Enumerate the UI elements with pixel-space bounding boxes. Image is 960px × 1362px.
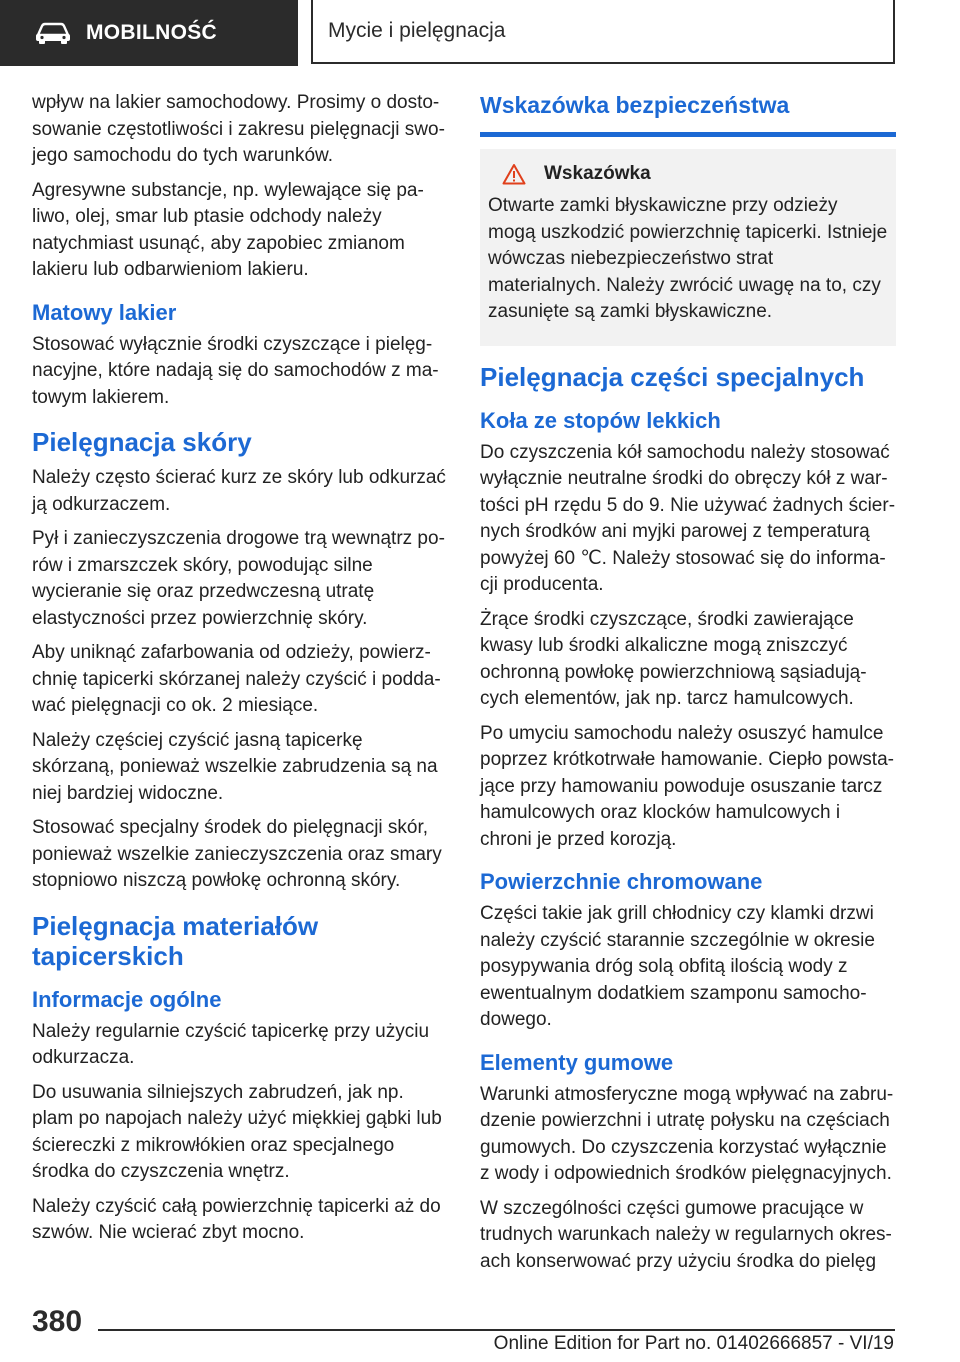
paragraph: Stosować wyłącznie środki czyszczące i pielęgnacyjne, które nadają się do samochodów z matowym lakierem. — [32, 333, 439, 408]
heading-alloy-wheels: Koła ze stopów lekkich — [480, 407, 721, 433]
page-footer — [0, 1295, 960, 1362]
note-label: Wskazówka — [544, 163, 651, 184]
edition-note: Online Edition for Part no. 01402666857 - VI/19 — [493, 1333, 894, 1354]
right-column — [480, 90, 896, 1283]
heading-special-parts: Pielęgnacja części specjalnych — [480, 361, 865, 392]
section-tab-label: MOBILNOŚĆ — [86, 21, 218, 44]
section-tab — [0, 0, 298, 66]
car-icon — [34, 21, 72, 45]
heading-chrome-surfaces: Powierzchnie chromowane — [480, 869, 763, 894]
page-header — [0, 0, 960, 70]
paragraph: Pył i zanieczyszczenia drogowe trą wewnątrz porów i zmarszczek skóry, powodując silne wycieranie się oraz przedwczesną utratę elastyczności przez powierzchnię skóry. — [32, 528, 445, 629]
left-column — [32, 90, 448, 1255]
paragraph: Po umyciu samochodu należy osuszyć hamulce poprzez krótkotrwałe hamowanie. Ciepło powstające przy hamowaniu powoduje osuszanie tarcz hamulcowych oraz klocków hamulcowych i chroni je przed korozją. — [480, 722, 894, 850]
paragraph: Warunki atmosferyczne mogą wpływać na zabrudzenie powierzchni i utratę połysku na częściach gumowych. Do czyszczenia korzystać wyłącznie z wody i odpowiednich środków pielęgnacyjnych. — [480, 1083, 894, 1184]
paragraph: Części takie jak grill chłodnicy czy klamki drzwi należy czyścić starannie szczególnie w okresie posypywania dróg solą obfitą ilością wody z ewentualnym dodatkiem szamponu samochodowego. — [480, 903, 875, 1030]
paragraph: Stosować specjalny środek do pielęgnacji skór, ponieważ wszelkie zanieczyszczenia oraz smary stopniowo niszczą powłokę ochronną skóry. — [32, 817, 442, 891]
paragraph: Należy często ścierać kurz ze skóry lub odkurzać ją odkurzaczem. — [32, 467, 446, 515]
heading-general-info: Informacje ogólne — [32, 986, 222, 1012]
paragraph: W szczególności części gumowe pracujące w trudnych warunkach należy w regularnych okresach konserwować przy użyciu środka do pielęg — [480, 1197, 892, 1272]
paragraph: Żrące środki czyszczące, środki zawierające kwasy lub środki alkaliczne mogą zniszczyć ochronną powłokę powierzchniową sąsiadujących elementów, jak np. tarcz hamulcowych. — [480, 608, 867, 709]
paragraph: Należy regularnie czyścić tapicerkę przy użyciu odkurzacza. — [32, 1020, 430, 1068]
heading-matte-paint: Matowy lakier — [32, 299, 177, 325]
heading-leather-care: Pielęgnacja skóry — [32, 427, 252, 457]
safety-note-title: Wskazówka bezpieczeństwa — [480, 90, 896, 137]
note-header — [488, 163, 888, 185]
warning-triangle-icon — [502, 163, 526, 185]
paragraph: Agresywne substancje, np. wylewające się paliwo, olej, smar lub ptasie odchody należy natychmiast usunąć, aby zapobiec zmianom lakieru lub odbarwieniom lakieru. — [32, 179, 424, 280]
paragraph: Należy czyścić całą powierzchnię tapicerki aż do szwów. Nie wcierać zbyt mocno. — [32, 1195, 441, 1243]
paragraph: Należy częściej czyścić jasną tapicerkę skórzaną, ponieważ wszelkie zabrudzenia są na niej bardziej widoczne. — [32, 729, 438, 804]
heading-upholstery-care: Pielęgnacja materiałów tapicerskich — [32, 910, 319, 971]
page-number: 380 — [32, 1305, 83, 1338]
note-text: Otwarte zamki błyskawiczne przy odzieży mogą uszkodzić powierzchnię tapicerki. Istnieje wówczas niebezpieczeństwo strat materialnych. Należy zwrócić uwagę na to, czy zasunięte są zamki błyskawiczne. — [488, 195, 888, 322]
footer-divider — [98, 1329, 895, 1331]
safety-note-box — [480, 149, 896, 346]
page-tab — [311, 0, 895, 64]
heading-rubber-parts: Elementy gumowe — [480, 1049, 674, 1075]
paragraph: Do czyszczenia kół samochodu należy stosować wyłącznie neutralne środki do obręczy kół z wartości pH rzędu 5 do 9. Nie używać żadnych ściernych środków ani myjki parowej z temperaturą powyżej 60 ℃. Należy stosować się do informacji producenta. — [480, 441, 896, 595]
page-tab-label: Mycie i pielęgnacja — [328, 19, 506, 42]
paragraph: wpływ na lakier samochodowy. Prosimy o dostosowanie częstotliwości i zakresu pielęgnacji swojego samochodu do tych warunków. — [32, 92, 445, 166]
paragraph: Aby uniknąć zafarbowania od odzieży, powierzchnię tapicerki skórzanej należy czyścić i poddawać pielęgnacji co ok. 2 miesiące. — [32, 642, 441, 716]
paragraph: Do usuwania silniejszych zabrudzeń, jak np. plam po napojach należy użyć miękkiej gąbki lub ściereczki z mikrowłókien oraz specjalnego środka do czyszczenia wnętrz. — [32, 1081, 442, 1182]
